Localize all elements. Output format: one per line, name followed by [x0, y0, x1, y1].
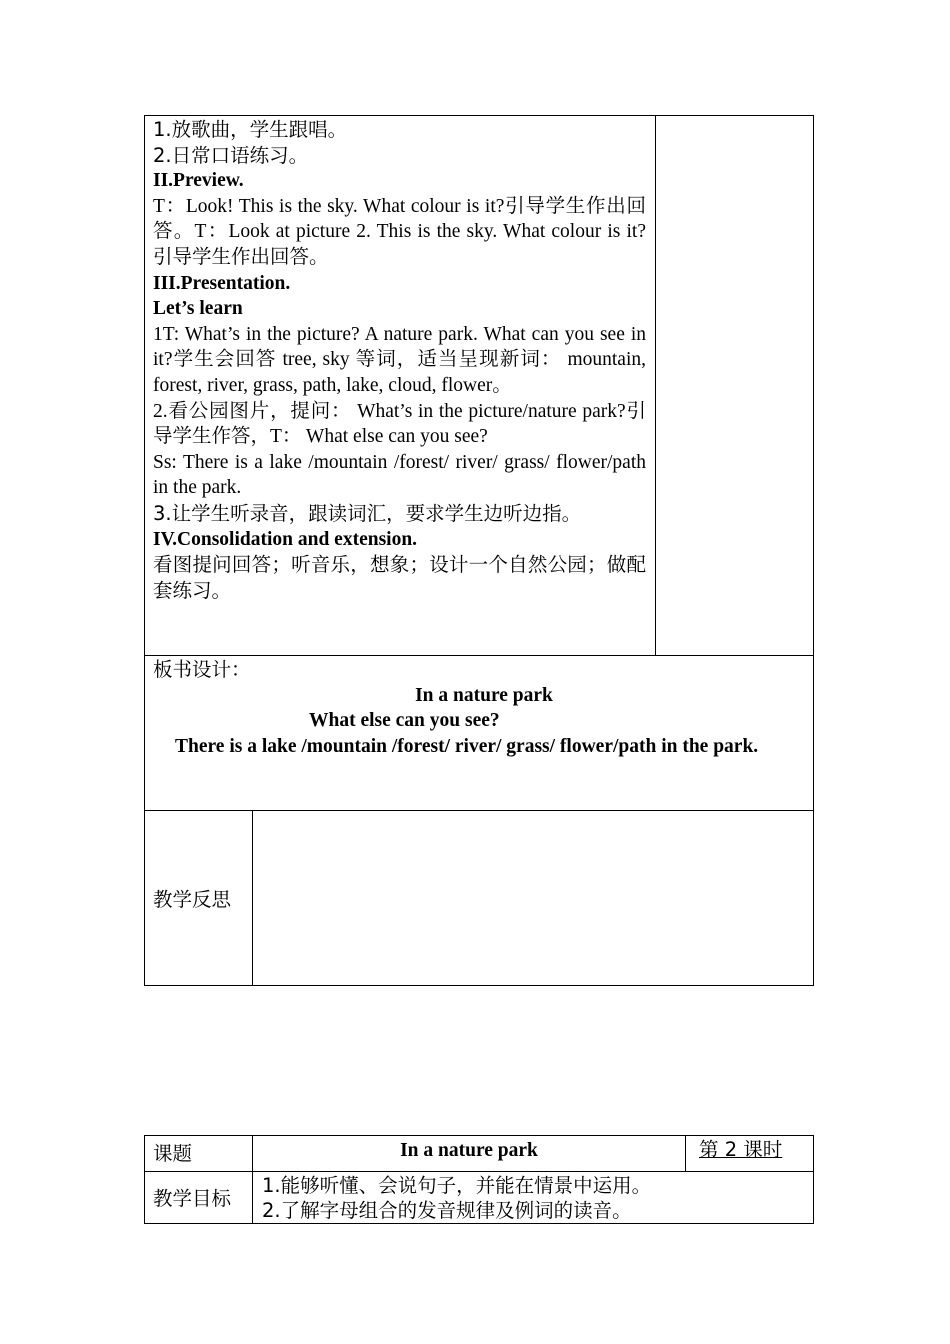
board-title: In a nature park [415, 684, 553, 706]
period-text: 第 2 课时 [699, 1138, 783, 1161]
topic-value: In a nature park [400, 1140, 538, 1161]
board-sentence: There is a lake /mountain /forest/ river/ grass/ flower/path in the park. [175, 735, 759, 757]
table2-border-right [813, 1135, 814, 1224]
period-label [699, 1137, 782, 1164]
table-border-top [144, 115, 814, 116]
table-border-right [813, 115, 814, 986]
table2-row-divider [144, 1171, 814, 1172]
goal-label: 教学目标 [153, 1187, 232, 1210]
table2-border-top [144, 1135, 814, 1136]
table2-border-left [144, 1135, 145, 1224]
goal-item-2: 2.了解字母组合的发音规律及例词的读音。 [262, 1199, 632, 1222]
table-border-left [144, 115, 145, 986]
presentation-step-1: 1T: What’s in the picture? A nature park. What can you see in it?学生会回答 tree, sky 等词，适当呈现新词： mountain, forest, river, grass, path, lake, cloud, flower。 [153, 323, 646, 396]
consolidation-text: 看图提问回答；听音乐，想象；设计一个自然公园；做配套练习。 [153, 553, 646, 602]
reflection-content [262, 820, 802, 980]
table2-period-divider [685, 1135, 686, 1172]
table-border-bottom [144, 985, 814, 986]
presentation-step-3: 3.让学生听录音，跟读词汇，要求学生边听边指。 [153, 501, 582, 525]
row-divider-board [144, 655, 814, 656]
preview-heading: II.Preview. [153, 170, 244, 192]
topic-label: 课题 [153, 1142, 193, 1165]
board-design [153, 657, 805, 759]
procedure-steps [153, 117, 646, 603]
step-song: 1.放歌曲，学生跟唱。 [153, 118, 348, 141]
presentation-heading: III.Presentation. [153, 272, 291, 294]
reflection-label: 教学反思 [153, 888, 232, 911]
goal-list [262, 1173, 807, 1223]
table2-border-bottom [144, 1223, 814, 1224]
board-question: What else can you see? [309, 710, 500, 732]
lets-learn-heading: Let’s learn [153, 298, 243, 320]
presentation-step-2: 2.看公园图片，提问： What’s in the picture/nature park?引导学生作答，T： What else can you see? [153, 400, 646, 448]
column-divider [655, 115, 656, 656]
consolidation-heading: IV.Consolidation and extension. [153, 528, 418, 550]
reflection-column-divider [252, 810, 253, 986]
presentation-step-2-answer: Ss: There is a lake /mountain /forest/ river/ grass/ flower/path in the park. [153, 451, 646, 499]
step-oral-practice: 2.日常口语练习。 [153, 143, 309, 167]
board-design-label: 板书设计： [153, 658, 251, 681]
preview-text: T：Look! This is the sky. What colour is it?引导学生作出回答。T：Look at picture 2. This is the sky. What colour is it?引导学生作出回答。 [153, 195, 646, 268]
goal-item-1: 1.能够听懂、会说句子，并能在情景中运用。 [262, 1174, 652, 1197]
row-divider-reflection [144, 810, 814, 811]
